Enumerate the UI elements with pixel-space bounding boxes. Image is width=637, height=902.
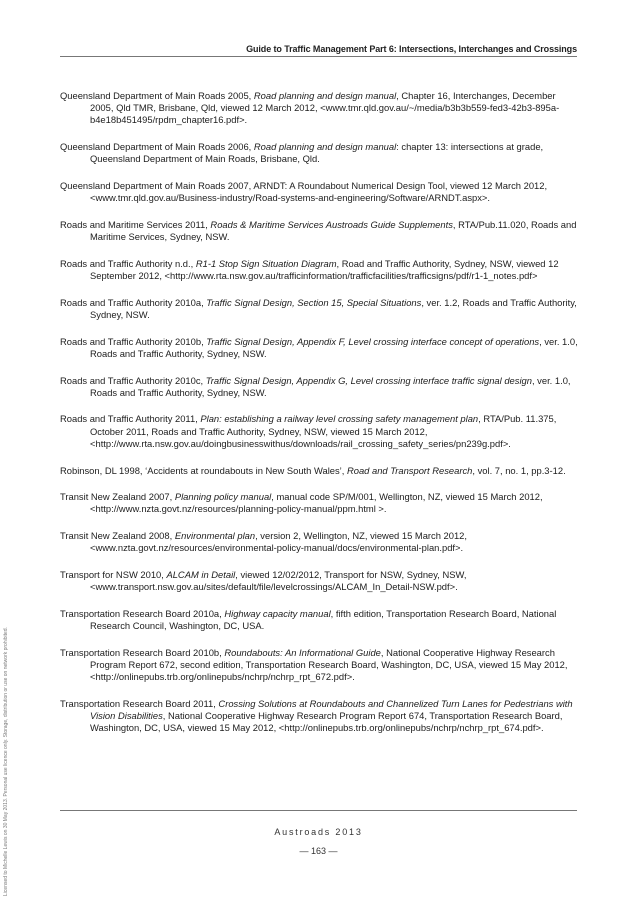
- reference-text: Roads and Traffic Authority 2010c,: [60, 374, 206, 386]
- reference-text: , fifth edition, Transportation Research Board, National Research Council, Washington, DC, USA.: [90, 607, 557, 632]
- reference-text: : chapter 13: intersections at grade, Queensland Department of Main Roads, Brisbane, Qld.: [90, 141, 544, 165]
- reference-entry: [60, 297, 580, 321]
- reference-entry: [60, 219, 580, 243]
- page-number: — 163 —: [299, 846, 338, 856]
- reference-title: Traffic Signal Design, Appendix G, Level crossing interface traffic signal design: [205, 374, 532, 386]
- reference-text: Transit New Zealand 2008,: [60, 530, 175, 542]
- reference-title: Roundabouts: An Informational Guide: [224, 646, 381, 658]
- reference-title: ALCAM in Detail: [166, 569, 236, 581]
- reference-title: Traffic Signal Design, Section 15, Special Situations: [206, 296, 422, 308]
- reference-text: , ver. 1.2, Roads and Traffic Authority, Sydney, NSW.: [90, 296, 577, 320]
- reference-text: , Chapter 16, Interchanges, December 2005, Qld TMR, Brisbane, Qld, viewed 12 March 2012, <www.tmr.qld.gov.au/~/media/b3b3b559-fed3-42b3-895a-b4e18b451495/rpdm_chapter16.pdf>.: [90, 90, 560, 126]
- reference-text: Queensland Department of Main Roads 2005,: [60, 90, 254, 101]
- reference-text: Roads and Traffic Authority n.d.,: [60, 257, 196, 269]
- reference-entry: [60, 647, 580, 684]
- reference-entry: [60, 413, 580, 450]
- reference-title: Highway capacity manual: [224, 607, 331, 619]
- reference-text: , ver. 1.0, Roads and Traffic Authority, Sydney, NSW.: [90, 335, 578, 359]
- reference-text: Robinson, DL 1998, ‘Accidents at roundabouts in New South Wales’,: [60, 464, 347, 476]
- footer-organization: Austroads 2013: [274, 827, 363, 837]
- reference-text: Transit New Zealand 2007,: [60, 491, 175, 503]
- reference-title: Crossing Solutions at Roundabouts and Channelized Turn Lanes for Pedestrians with Vision Disabilities: [90, 698, 573, 722]
- reference-title: R1-1 Stop Sign Situation Diagram: [195, 257, 337, 269]
- reference-text: , RTA/Pub.11.020, Roads and Maritime Services, Sydney, NSW.: [90, 218, 577, 243]
- licence-watermark: Licensed to Michelle Lewis on 30 May 2013. Personal use licence only. Storage, distribution or use on network prohibited.: [3, 627, 9, 896]
- reference-text: Queensland Department of Main Roads 2007, ARNDT: A Roundabout Numerical Design Tool, viewed 12 March 2012, <www.tmr.qld.gov.au/Business-industry/Road-systems-and-engineering/Software/ARNDT.aspx>.: [60, 180, 548, 204]
- reference-title: Planning policy manual: [174, 491, 272, 503]
- reference-text: , vol. 7, no. 1, pp.3-12.: [472, 464, 566, 476]
- reference-title: Road and Transport Research: [346, 464, 473, 476]
- reference-text: , National Cooperative Highway Research Program Report 674, Transportation Research Board, Washington, DC, USA, viewed 15 May 2012, <http://onlinepubs.trb.org/onlinepubs/nchrp/nchrp_rpt_674.pdf>.: [90, 710, 563, 734]
- reference-text: Roads and Traffic Authority 2010b,: [60, 335, 207, 347]
- reference-text: , National Cooperative Highway Research Program Report 672, second edition, Transportation Research Board, Washington, DC, USA, viewed 15 May 2012, <http://onlinepubs.trb.org/onlinepubs/nchrp/nchrp_rpt_672.pdf>.: [90, 646, 568, 683]
- reference-text: Transport for NSW 2010,: [60, 569, 167, 581]
- reference-title: Roads & Maritime Services Austroads Guide Supplements: [210, 218, 453, 230]
- reference-entry: [60, 530, 580, 554]
- reference-title: Environmental plan: [174, 530, 256, 542]
- reference-text: Transportation Research Board 2010a,: [60, 607, 225, 619]
- references-list: [60, 90, 580, 749]
- reference-text: Transportation Research Board 2011,: [60, 698, 219, 709]
- reference-entry: [60, 258, 580, 282]
- reference-entry: [60, 698, 580, 735]
- reference-title: Road planning and design manual: [253, 141, 397, 153]
- reference-text: , RTA/Pub. 11.375, October 2011, Roads and Traffic Authority, Sydney, NSW, viewed 15 March 2012, <http://www.rta.nsw.gov.au/doingbusinesswithus/downloads/rail_crossing_safety_series/pn239g.pdf>.: [90, 413, 557, 449]
- reference-title: Traffic Signal Design, Appendix F, Level crossing interface concept of operations: [206, 335, 540, 347]
- reference-text: , manual code SP/M/001, Wellington, NZ, viewed 15 March 2012, <http://www.nzta.govt.nz/resources/planning-policy-manual/ppm.html >.: [90, 491, 543, 515]
- reference-text: , viewed 12/02/2012, Transport for NSW, Sydney, NSW, <www.transport.nsw.gov.au/sites/default/file/levelcrossings/ALCAM_In_Detail-NSW.pdf>.: [90, 569, 467, 593]
- reference-entry: [60, 465, 580, 477]
- reference-entry: [60, 375, 580, 399]
- reference-text: , Road and Traffic Authority, Sydney, NSW, viewed 12 September 2012, <http://www.rta.nsw.gov.au/trafficinformation/trafficfacilities/trafficsigns/pdf/r1-1_notes.pdf>: [90, 257, 559, 282]
- reference-text: , version 2, Wellington, NZ, viewed 15 March 2012, <www.nzta.govt.nz/resources/environmental-policy-manual/docs/environmental-plan.pdf>.: [90, 530, 468, 554]
- reference-title: Plan: establishing a railway level crossing safety management plan: [200, 413, 479, 425]
- reference-text: Roads and Traffic Authority 2011,: [60, 413, 201, 425]
- reference-text: Roads and Traffic Authority 2010a,: [60, 296, 207, 308]
- reference-entry: [60, 90, 580, 127]
- reference-title: Road planning and design manual: [253, 90, 397, 101]
- reference-entry: [60, 336, 580, 360]
- reference-entry: [60, 569, 580, 593]
- reference-entry: [60, 608, 580, 632]
- header-divider: [60, 56, 577, 57]
- reference-entry: [60, 491, 580, 515]
- running-header-title: Guide to Traffic Management Part 6: Intersections, Interchanges and Crossings: [246, 44, 577, 54]
- reference-text: Transportation Research Board 2010b,: [60, 646, 225, 658]
- reference-text: Roads and Maritime Services 2011,: [60, 218, 211, 230]
- footer-divider: [60, 810, 577, 811]
- reference-text: , ver. 1.0, Roads and Traffic Authority, Sydney, NSW.: [90, 374, 571, 398]
- reference-entry: [60, 141, 580, 165]
- reference-entry: [60, 180, 580, 204]
- reference-text: Queensland Department of Main Roads 2006,: [60, 141, 254, 153]
